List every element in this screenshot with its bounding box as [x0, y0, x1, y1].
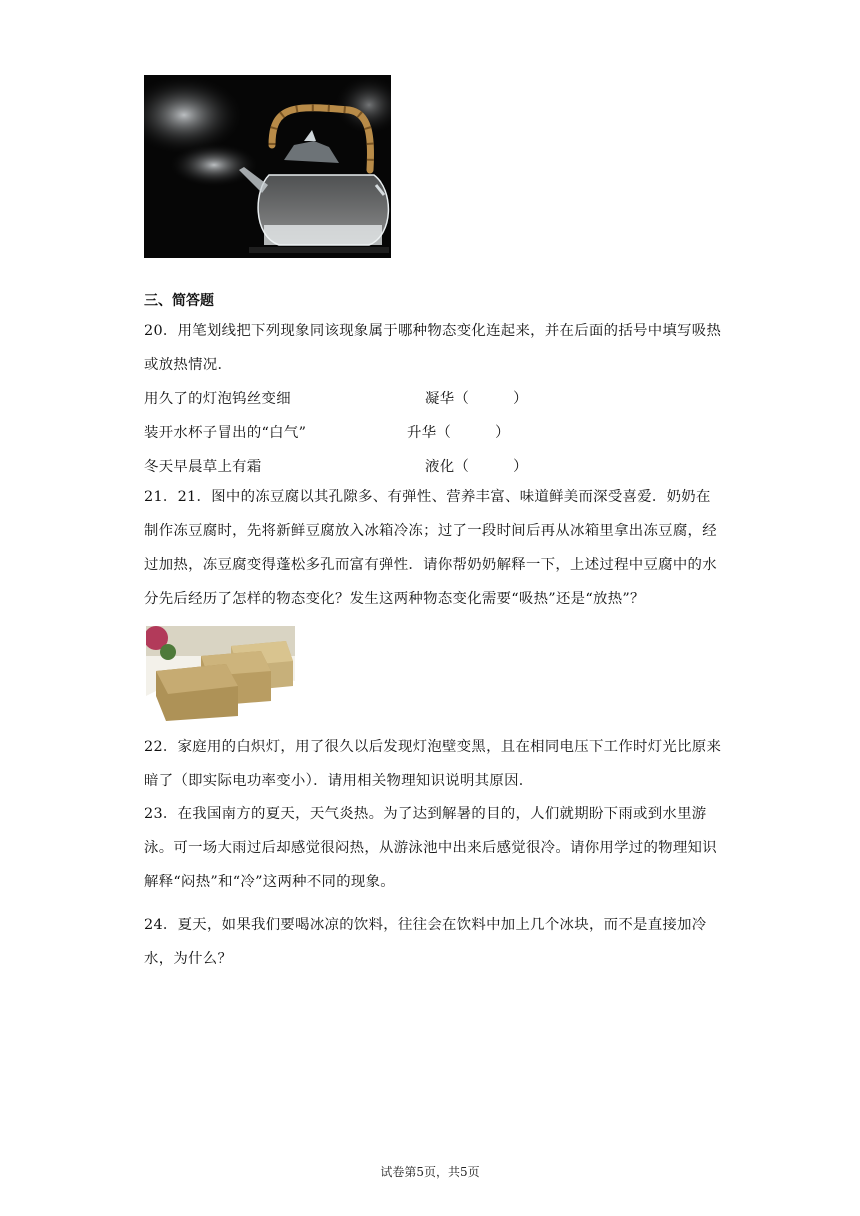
match-row-2: [144, 416, 724, 450]
section-title: 三、简答题: [144, 293, 214, 309]
question-24: 24．夏天，如果我们要喝冰凉的饮料，往往会在饮料中加上几个冰块，而不是直接加冷水，为什么？: [144, 917, 707, 967]
change-option-2: 升华（ ）: [407, 425, 510, 441]
question-23: 23．在我国南方的夏天，天气炎热。为了达到解暑的目的，人们就期盼下雨或到水里游泳。可一场大雨过后却感觉很闷热，从游泳池中出来后感觉很冷。请你用学过的物理知识解释“闷热”和“冷”这两种不同的现象。: [144, 806, 717, 890]
phenomenon-2: 装开水杯子冒出的“白气”: [144, 425, 307, 441]
glass-kettle-photo: [144, 75, 391, 258]
question-20-text: 20．用笔划线把下列现象同该现象属于哪种物态变化连起来，并在后面的括号中填写吸热或放热情况．: [144, 323, 722, 373]
tofu-illustration: [146, 626, 295, 722]
match-row-1: [144, 382, 724, 416]
question-20: [144, 314, 724, 484]
change-option-3: 液化（ ）: [425, 459, 528, 475]
phenomenon-1: 用久了的灯泡钨丝变细: [144, 391, 291, 407]
page-footer: 试卷第5页，共5页: [380, 1165, 480, 1179]
kettle-illustration: [144, 75, 391, 258]
question-22: 22．家庭用的白炽灯，用了很久以后发现灯泡壁变黑，且在相同电压下工作时灯光比原来暗了（即实际电功率变小）．请用相关物理知识说明其原因．: [144, 739, 722, 789]
change-option-1: 凝华（ ）: [425, 391, 528, 407]
match-row-3: [144, 450, 724, 484]
phenomenon-3: 冬天早晨草上有霜: [144, 459, 262, 475]
frozen-tofu-photo: [146, 626, 295, 722]
question-21: 21．21．图中的冻豆腐以其孔隙多、有弹性、营养丰富、味道鲜美而深受喜爱．奶奶在制作冻豆腐时，先将新鲜豆腐放入冰箱冷冻；过了一段时间后再从冰箱里拿出冻豆腐，经过加热，冻豆腐变得蓬松多孔而富有弹性．请你帮奶奶解释一下，上述过程中豆腐中的水分先后经历了怎样的物态变化？发生这两种物态变化需要“吸热”还是“放热”？: [144, 489, 717, 607]
